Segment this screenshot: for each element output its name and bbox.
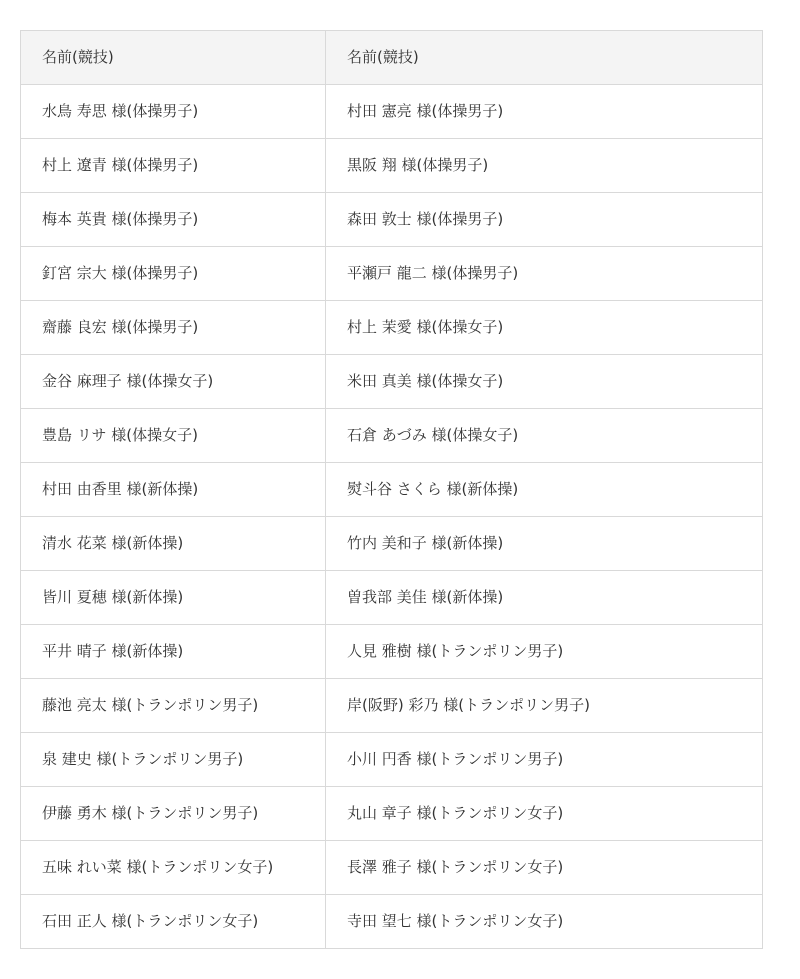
- table-cell: 人見 雅樹 様(トランポリン男子): [326, 625, 763, 679]
- table-cell: 清水 花菜 様(新体操): [21, 517, 326, 571]
- table-row: [21, 463, 763, 517]
- table-cell: 村田 憲亮 様(体操男子): [326, 85, 763, 139]
- table-cell: 岸(阪野) 彩乃 様(トランポリン男子): [326, 679, 763, 733]
- table-row: [21, 193, 763, 247]
- table-cell: 黒阪 翔 様(体操男子): [326, 139, 763, 193]
- table-cell: 釘宮 宗大 様(体操男子): [21, 247, 326, 301]
- table-header-row: [21, 31, 763, 85]
- table-cell: 曽我部 美佳 様(新体操): [326, 571, 763, 625]
- table-row: [21, 787, 763, 841]
- table-row: [21, 679, 763, 733]
- table-row: [21, 247, 763, 301]
- table-cell: 五味 れい菜 様(トランポリン女子): [21, 841, 326, 895]
- table-row: [21, 895, 763, 949]
- table-row: [21, 841, 763, 895]
- table-row: [21, 139, 763, 193]
- table-cell: 森田 敦士 様(体操男子): [326, 193, 763, 247]
- athlete-table-container: [20, 30, 762, 949]
- table-cell: 竹内 美和子 様(新体操): [326, 517, 763, 571]
- table-row: [21, 571, 763, 625]
- table-cell: 村上 遼青 様(体操男子): [21, 139, 326, 193]
- table-row: [21, 517, 763, 571]
- table-cell: 齋藤 良宏 様(体操男子): [21, 301, 326, 355]
- table-cell: 石倉 あづみ 様(体操女子): [326, 409, 763, 463]
- table-cell: 平井 晴子 様(新体操): [21, 625, 326, 679]
- table-cell: 平瀬戸 龍二 様(体操男子): [326, 247, 763, 301]
- table-cell: 金谷 麻理子 様(体操女子): [21, 355, 326, 409]
- table-cell: 小川 円香 様(トランポリン男子): [326, 733, 763, 787]
- table-cell: 長澤 雅子 様(トランポリン女子): [326, 841, 763, 895]
- table-row: [21, 355, 763, 409]
- table-cell: 豊島 リサ 様(体操女子): [21, 409, 326, 463]
- table-cell: 藤池 亮太 様(トランポリン男子): [21, 679, 326, 733]
- table-row: [21, 85, 763, 139]
- table-row: [21, 301, 763, 355]
- table-cell: 熨斗谷 さくら 様(新体操): [326, 463, 763, 517]
- table-cell: 寺田 望七 様(トランポリン女子): [326, 895, 763, 949]
- table-cell: 丸山 章子 様(トランポリン女子): [326, 787, 763, 841]
- table-row: [21, 733, 763, 787]
- table-row: [21, 625, 763, 679]
- athlete-table: [20, 30, 763, 949]
- table-cell: 村田 由香里 様(新体操): [21, 463, 326, 517]
- table-cell: 水鳥 寿思 様(体操男子): [21, 85, 326, 139]
- header-name-col-1: 名前(競技): [21, 31, 326, 85]
- table-cell: 梅本 英貴 様(体操男子): [21, 193, 326, 247]
- table-cell: 伊藤 勇木 様(トランポリン男子): [21, 787, 326, 841]
- table-cell: 石田 正人 様(トランポリン女子): [21, 895, 326, 949]
- header-name-col-2: 名前(競技): [326, 31, 763, 85]
- table-cell: 米田 真美 様(体操女子): [326, 355, 763, 409]
- table-cell: 皆川 夏穂 様(新体操): [21, 571, 326, 625]
- table-row: [21, 409, 763, 463]
- table-cell: 泉 建史 様(トランポリン男子): [21, 733, 326, 787]
- table-cell: 村上 茉愛 様(体操女子): [326, 301, 763, 355]
